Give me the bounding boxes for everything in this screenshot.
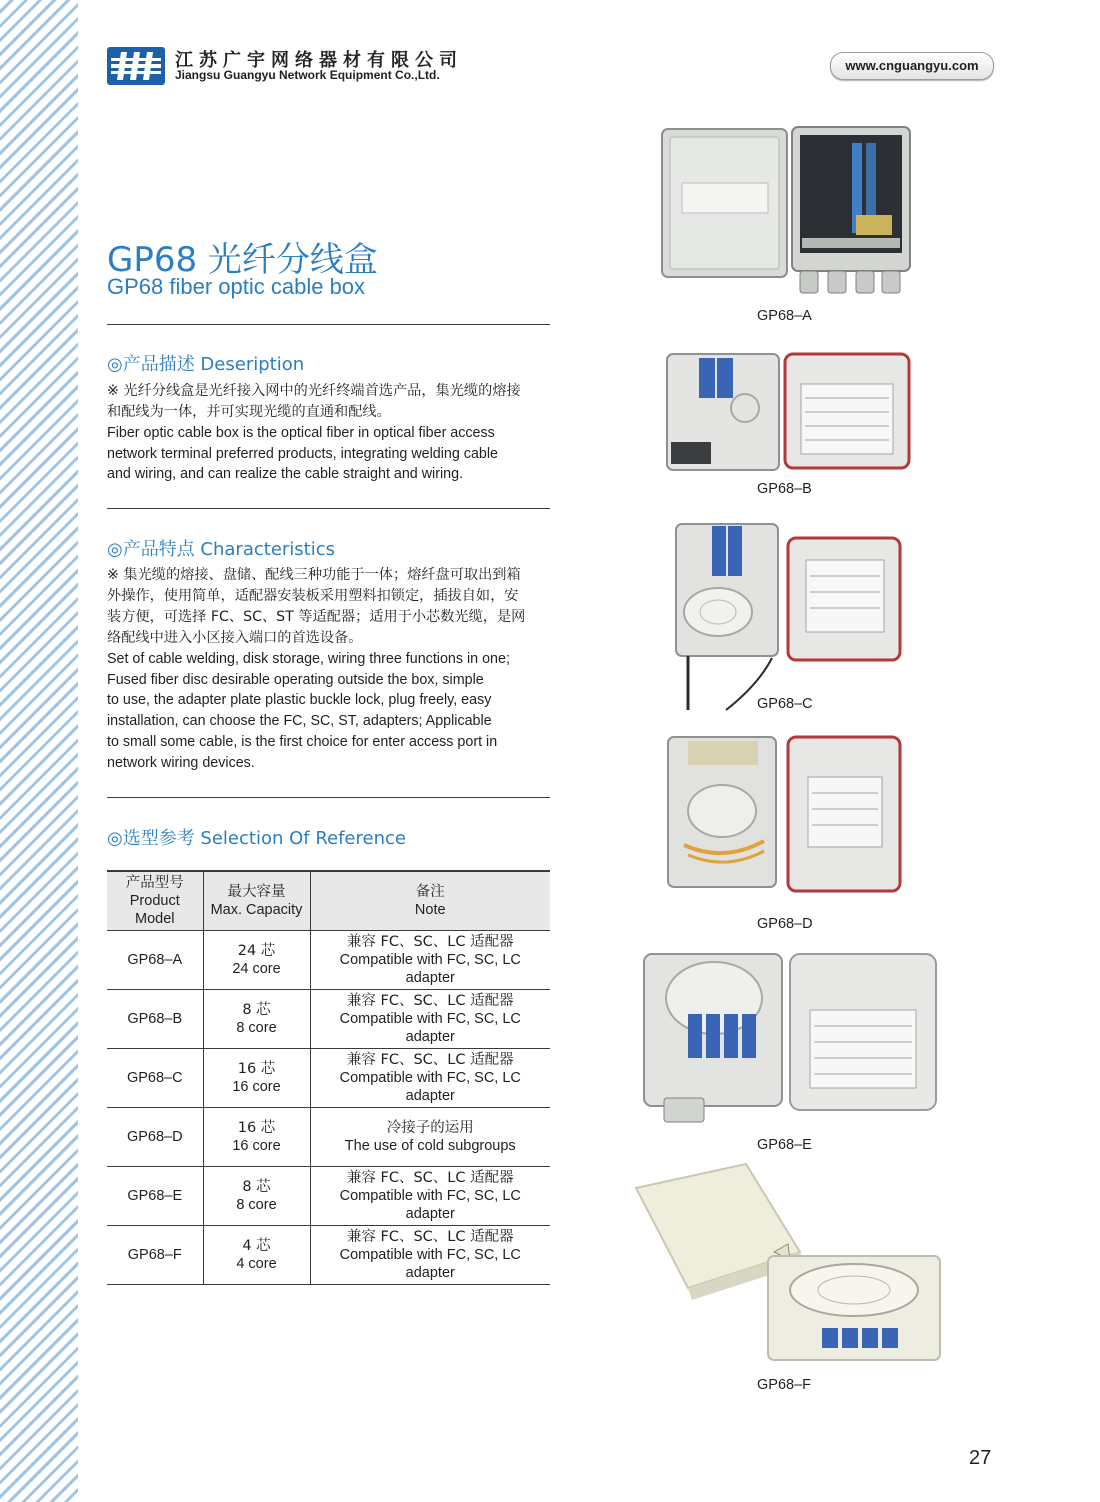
cell-model: GP68–B: [107, 990, 203, 1049]
text-line: 装方便，可选择 FC、SC、ST 等适配器；适用于小芯数光缆，是网: [107, 609, 526, 625]
cell-capacity: 8 芯 8 core: [203, 1167, 310, 1226]
company-name-en: Jiangsu Guangyu Network Equipment Co.,Ltd.: [175, 68, 440, 82]
photo-caption: GP68–F: [757, 1377, 811, 1393]
cell-note: 兼容 FC、SC、LC 适配器 Compatible with FC, SC, LC adapter: [310, 931, 550, 990]
text-line: installation, can choose the FC, SC, ST, adapters; Applicable: [107, 713, 492, 730]
photo-caption: GP68–B: [757, 481, 812, 497]
table-row: [107, 1226, 550, 1285]
text-line: network terminal preferred products, integrating welding cable: [107, 445, 498, 462]
characteristics-cn-text: [107, 565, 550, 649]
table-row: [107, 990, 550, 1049]
cell-model: GP68–C: [107, 1049, 203, 1108]
cell-capacity: 24 芯 24 core: [203, 931, 310, 990]
cell-note: 兼容 FC、SC、LC 适配器 Compatible with FC, SC, LC adapter: [310, 1049, 550, 1108]
header-product-model: 产品型号 Product Model: [107, 871, 203, 931]
text-line: network wiring devices.: [107, 754, 255, 771]
cell-note: 兼容 FC、SC、LC 适配器 Compatible with FC, SC, LC adapter: [310, 1226, 550, 1285]
page-number: 27: [969, 1447, 992, 1469]
text-line: Set of cable welding, disk storage, wiring three functions in one;: [107, 651, 510, 667]
cell-note: 兼容 FC、SC、LC 适配器 Compatible with FC, SC, LC adapter: [310, 1167, 550, 1226]
text-line: 络配线中进入小区接入端口的首选设备。: [107, 630, 363, 646]
product-photo-gp68-b: [665, 350, 913, 475]
company-name-cn: 江苏广宇网络器材有限公司: [175, 50, 463, 71]
product-photo-gp68-c: [668, 520, 908, 715]
decorative-stripe-border: [0, 0, 78, 1502]
text-line: Fiber optic cable box is the optical fiber in optical fiber access: [107, 425, 495, 441]
text-line: ※ 集光缆的熔接、盘储、配线三种功能于一体；熔纤盘可取出到箱: [107, 567, 521, 583]
characteristics-en-text: [107, 649, 550, 773]
page-title-en: GP68 fiber optic cable box: [107, 274, 366, 299]
cell-model: GP68–F: [107, 1226, 203, 1285]
divider: [107, 797, 550, 798]
cell-note: 兼容 FC、SC、LC 适配器 Compatible with FC, SC, LC adapter: [310, 990, 550, 1049]
cell-capacity: 8 芯 8 core: [203, 990, 310, 1049]
photo-caption: GP68–A: [757, 308, 812, 324]
page-title-cn: GP68 光纤分线盒: [107, 240, 378, 280]
cell-capacity: 4 芯 4 core: [203, 1226, 310, 1285]
table-row: [107, 1108, 550, 1167]
photo-caption: GP68–C: [757, 696, 813, 712]
cell-capacity: 16 芯 16 core: [203, 1049, 310, 1108]
table-row: [107, 1167, 550, 1226]
text-line: to small some cable, is the first choice for enter access port in: [107, 733, 498, 750]
product-photo-gp68-f: [634, 1160, 944, 1365]
divider: [107, 508, 550, 509]
description-en-text: [107, 423, 550, 485]
text-line: Fused fiber disc desirable operating outside the box, simple: [107, 671, 484, 688]
text-line: 外操作，使用简单，适配器安装板采用塑料扣锁定，插拔自如，安: [107, 588, 519, 604]
cell-model: GP68–D: [107, 1108, 203, 1167]
photo-caption: GP68–E: [757, 1137, 812, 1153]
text-line: and wiring, and can realize the cable straight and wiring.: [107, 466, 464, 483]
header-max-capacity: 最大容量 Max. Capacity: [203, 871, 310, 931]
photo-caption: GP68–D: [757, 916, 813, 932]
table-header-row: [107, 871, 550, 931]
characteristics-heading: ◎产品特点 Characteristics: [107, 539, 336, 560]
cell-model: GP68–A: [107, 931, 203, 990]
text-line: 和配线为一体，并可实现光缆的直通和配线。: [107, 404, 391, 420]
header-note: 备注 Note: [310, 871, 550, 931]
product-photo-gp68-a: [660, 125, 915, 300]
selection-table: [107, 870, 550, 1285]
product-photo-gp68-d: [664, 733, 906, 903]
website-link[interactable]: www.cnguangyu.com: [830, 52, 994, 80]
description-heading: ◎产品描述 Deseription: [107, 354, 305, 375]
selection-heading: ◎选型参考 Selection Of Reference: [107, 828, 406, 849]
text-line: to use, the adapter plate plastic buckle lock, plug freely, easy: [107, 692, 492, 709]
cell-capacity: 16 芯 16 core: [203, 1108, 310, 1167]
table-row: [107, 1049, 550, 1108]
product-photo-gp68-e: [640, 948, 940, 1128]
description-cn-text: [107, 381, 550, 423]
cell-model: GP68–E: [107, 1167, 203, 1226]
table-row: [107, 931, 550, 990]
cell-note: 冷接子的运用 The use of cold subgroups: [310, 1108, 550, 1167]
divider: [107, 324, 550, 325]
company-logo-icon: [107, 47, 165, 85]
text-line: ※ 光纤分线盒是光纤接入网中的光纤终端首选产品，集光缆的熔接: [107, 383, 521, 399]
